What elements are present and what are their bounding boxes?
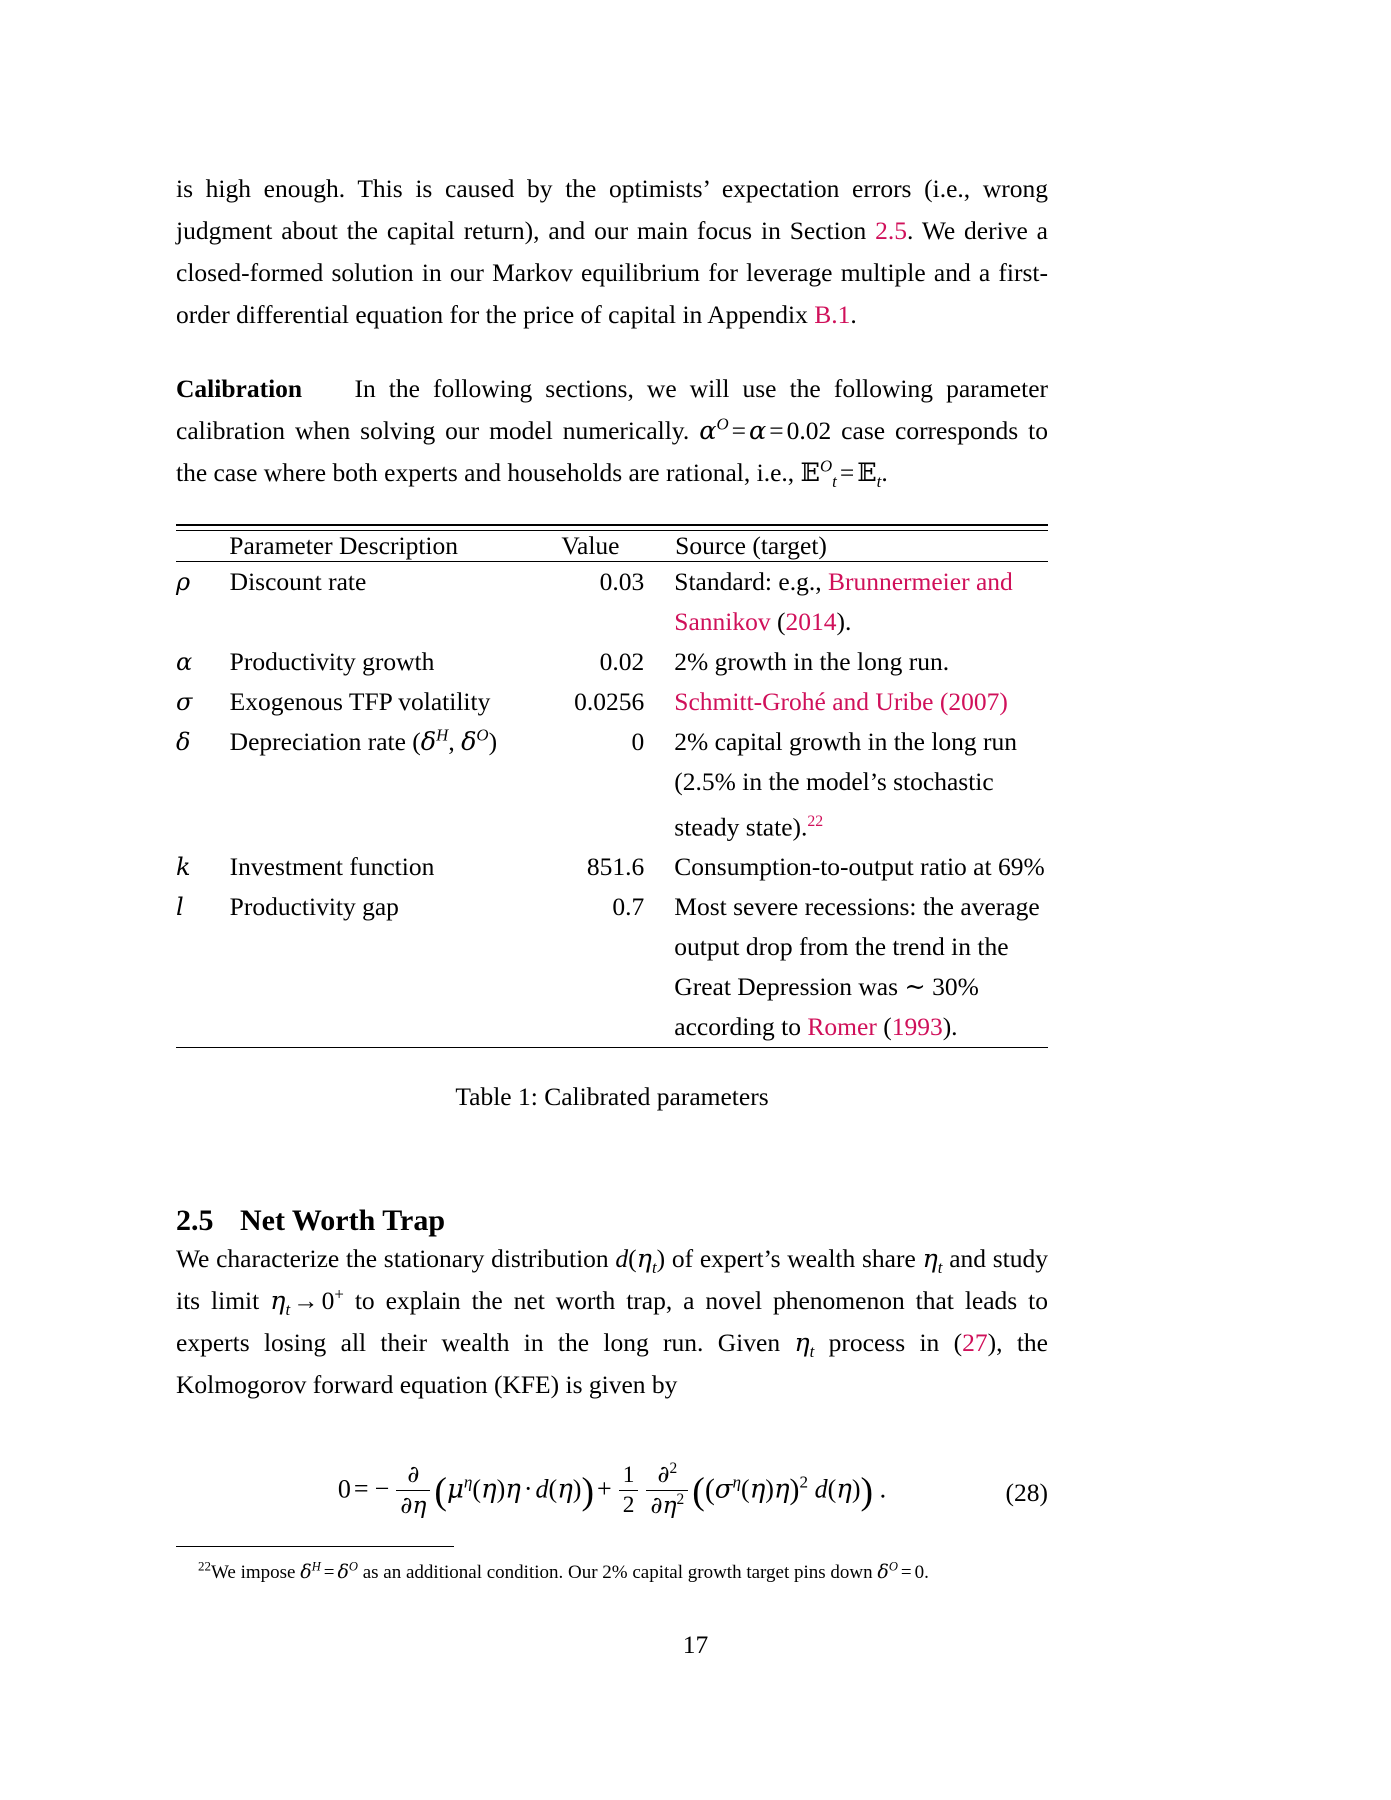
row-symbol-delta: δ bbox=[176, 727, 191, 756]
equation-expression: 0 = − $\frac{\partial}{\partial\eta}$ $(\mu^\eta(\eta)\eta \cdot d(\eta))$ + $\frac{1}{2}$ $\frac{\partial^2}{\partial\eta^2}$ ($(\sigma^\eta(\eta)\eta)^2$ d(η)) . bbox=[337, 1460, 887, 1519]
math-density-eta-t: $d(\eta_t)$ bbox=[615, 1244, 666, 1278]
calibration-math-alpha: $\alpha^O = \alpha = 0.02$ bbox=[699, 414, 832, 446]
source-mid: ( bbox=[876, 1012, 892, 1041]
calibrated-parameters-table bbox=[176, 531, 1048, 561]
row-description-rho: Discount rate bbox=[229, 566, 367, 596]
table-header-description: Parameter Description bbox=[229, 530, 458, 560]
row-description-l: Productivity gap bbox=[229, 892, 399, 921]
row-symbol-k: k bbox=[176, 853, 191, 881]
footnote-text-part1: We impose bbox=[211, 1562, 301, 1583]
calibration-text3: . bbox=[881, 458, 888, 487]
source-prefix: Standard: e.g., bbox=[674, 566, 828, 596]
calibrated-parameters-table-body bbox=[176, 562, 1048, 1048]
row-description-alpha: Productivity growth bbox=[229, 646, 435, 676]
table-row bbox=[176, 682, 1048, 722]
row-symbol-rho: ρ bbox=[176, 567, 191, 596]
table-caption: Table 1: Calibrated parameters bbox=[455, 1082, 769, 1111]
section-body-part4: to explain the net worth trap, a novel phenomenon that leads to experts losing all their wealth in the long run. Given bbox=[176, 1286, 1048, 1357]
citation-year-link-2007[interactable]: 2007 bbox=[948, 686, 1000, 716]
footnote-math-delta-zero: $\delta^O = 0$ bbox=[877, 1559, 925, 1583]
source-prefix: 2% capital growth in the long run (2.5% in the model’s stochastic steady state). bbox=[674, 726, 1018, 841]
section-number: 2.5 bbox=[176, 1204, 214, 1237]
cross-reference-link-b-1[interactable]: B.1 bbox=[814, 300, 851, 329]
table-row bbox=[176, 722, 1048, 848]
row-source-k: Consumption-to-output ratio at 69% bbox=[674, 852, 1045, 881]
footnote-text-part2: as an additional condition. Our 2% capital growth target pins down bbox=[357, 1562, 878, 1583]
row-source-delta bbox=[648, 722, 1048, 848]
citation-link-romer[interactable]: Romer bbox=[807, 1012, 877, 1041]
equation-reference-link-27[interactable]: 27 bbox=[962, 1328, 988, 1357]
section-body-part6: ), the Kolmogorov forward equation (KFE) is given by bbox=[176, 1328, 1048, 1399]
table-header-row bbox=[176, 531, 1048, 561]
partial-derivative-first-order: $\frac{\partial}{\partial\eta}$ bbox=[396, 1461, 430, 1520]
table-row bbox=[176, 887, 1048, 1047]
section-body-part3: and study its limit bbox=[176, 1244, 1048, 1315]
calibration-lead-gap bbox=[302, 374, 354, 403]
description-prefix: Depreciation rate ( bbox=[229, 726, 421, 756]
source-prefix: Most severe recessions: the average output drop from the trend in the Great Depression was ∼ 30% according to bbox=[674, 892, 1040, 1041]
section-heading bbox=[176, 1204, 1048, 1238]
footnote-22 bbox=[176, 1559, 1048, 1586]
calibration-text1: In the following sections, we will use the following parameter calibration when solving our model numerically. bbox=[176, 374, 1049, 445]
citation-link-schmitt-grohe-uribe[interactable]: Schmitt-Grohé and Uribe bbox=[674, 686, 934, 716]
source-mid: ( bbox=[933, 686, 949, 716]
one-half-coefficient: $\frac{1}{2}$ bbox=[619, 1462, 639, 1519]
paragraph1-part2: . We derive a closed-formed solution in our Markov equilibrium for leverage multiple and a first-order differential equation for the price of capital in Appendix bbox=[176, 216, 1048, 329]
row-description-delta bbox=[230, 722, 535, 848]
display-equation-28 bbox=[176, 1448, 1048, 1544]
source-suffix: ) bbox=[999, 686, 1008, 716]
citation-year-link-1993[interactable]: 1993 bbox=[891, 1012, 943, 1041]
row-source-rho bbox=[648, 562, 1048, 642]
row-value-alpha: 0.02 bbox=[599, 646, 645, 676]
footnote-text-part3: . bbox=[924, 1562, 929, 1583]
row-symbol-alpha: α bbox=[176, 647, 193, 676]
paragraph-spacer bbox=[176, 336, 1048, 368]
row-value-k: 851.6 bbox=[586, 852, 645, 881]
row-source-l bbox=[648, 887, 1048, 1047]
section-title: Net Worth Trap bbox=[240, 1204, 446, 1237]
row-value-rho: 0.03 bbox=[599, 566, 645, 596]
equation-number: (28) bbox=[1005, 1478, 1048, 1507]
table-rule-top-outer bbox=[176, 524, 1048, 526]
footnote-area bbox=[176, 1546, 1048, 1586]
paragraph-continuation bbox=[176, 168, 1048, 336]
table-row bbox=[176, 562, 1048, 642]
table-header-source: Source (target) bbox=[675, 530, 827, 560]
citation-link-brunnermeier-sannikov[interactable]: Brunnermeier and Sannikov bbox=[674, 566, 1013, 636]
section-body-paragraph bbox=[176, 1238, 1048, 1406]
row-value-l: 0.7 bbox=[612, 892, 645, 921]
description-suffix: ) bbox=[488, 726, 498, 756]
calibration-math-expectation: 𝔼$^O_t$ = 𝔼$_t$ bbox=[800, 456, 882, 492]
footnote-reference-22[interactable]: 22 bbox=[807, 812, 824, 830]
row-source-alpha: 2% growth in the long run. bbox=[674, 646, 950, 676]
source-suffix: ). bbox=[942, 1012, 958, 1041]
section-body-part2: of expert’s wealth share bbox=[665, 1244, 923, 1273]
table-rule-bottom bbox=[176, 1047, 1048, 1048]
partial-derivative-second-order: $\frac{\partial^2}{\partial\eta^2}$ bbox=[646, 1461, 688, 1520]
row-source-sigma bbox=[648, 682, 1048, 722]
source-suffix: ). bbox=[836, 606, 852, 636]
section-body-part5: process in ( bbox=[814, 1328, 963, 1357]
section-body-part1: We characterize the stationary distribution bbox=[176, 1244, 616, 1273]
cross-reference-link-2-5[interactable]: 2.5 bbox=[875, 216, 907, 245]
row-value-sigma: 0.0256 bbox=[574, 686, 645, 716]
paragraph1-part3: . bbox=[850, 300, 857, 329]
footnote-marker: 22 bbox=[198, 1558, 211, 1574]
row-description-k: Investment function bbox=[229, 852, 435, 881]
footnote-separator-rule bbox=[176, 1546, 454, 1547]
row-description-sigma: Exogenous TFP volatility bbox=[229, 686, 491, 716]
row-symbol-l: l bbox=[176, 893, 184, 921]
page-number: 17 bbox=[682, 1630, 709, 1659]
row-value-delta: 0 bbox=[631, 726, 645, 756]
table-header-value: Value bbox=[561, 530, 620, 560]
table-row bbox=[176, 847, 1048, 887]
table-row bbox=[176, 642, 1048, 682]
citation-year-link-2014[interactable]: 2014 bbox=[785, 606, 837, 636]
calibration-paragraph bbox=[176, 368, 1048, 494]
source-mid: ( bbox=[770, 606, 786, 636]
calibration-text2: case corresponds to the case where both experts and households are rational, i.e., bbox=[176, 416, 1048, 487]
footnote-math-delta-equality: $\delta^H = \delta^O$ bbox=[300, 1559, 358, 1583]
calibrated-parameters-table-wrapper bbox=[176, 524, 1048, 1112]
paragraph1-part1: is high enough. This is caused by the optimists’ expectation errors (i.e., wrong judgment about the capital return), and our main focus in Section bbox=[176, 174, 1048, 245]
math-eta-limit: $\eta_t \to 0^+$ bbox=[270, 1284, 344, 1320]
table-header-symbol bbox=[176, 531, 229, 561]
math-eta-t-b: $\eta_t$ bbox=[794, 1328, 815, 1362]
description-math-delta-superscripts: $\delta^H$, $\delta^O$ bbox=[420, 725, 489, 757]
calibration-lead-in: Calibration bbox=[176, 374, 303, 403]
math-eta-t-a: $\eta_t$ bbox=[922, 1244, 943, 1278]
page-content bbox=[176, 168, 1048, 1544]
row-symbol-sigma: σ bbox=[176, 687, 193, 716]
